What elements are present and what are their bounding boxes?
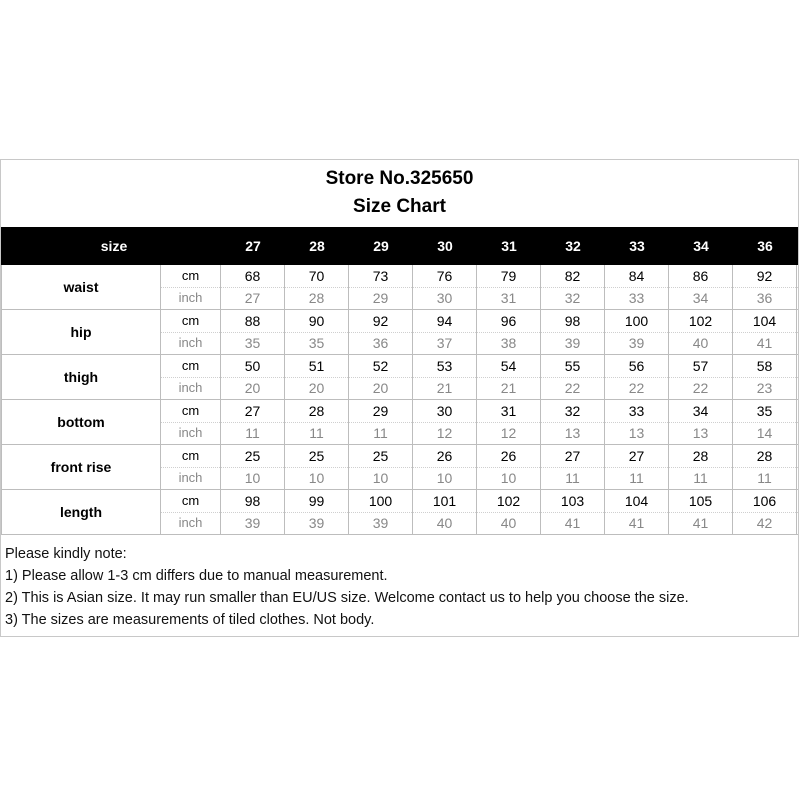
table-cell: 101 [413,490,477,512]
header-size-1: 28 [309,238,325,254]
table-cell: 84 [605,265,669,287]
table-cell: 70 [285,265,349,287]
table-cell: 79 [477,265,541,287]
table-cell: 41 [541,512,605,534]
table-cell: 29 [349,287,413,309]
table-cell: 33 [605,400,669,422]
table-cell: 103 [541,490,605,512]
measure-row-cm [161,445,798,468]
measure-name: front rise [1,445,161,489]
unit-label: cm [161,355,221,377]
measure-name: hip [1,310,161,354]
table-cell: 10 [413,467,477,489]
unit-label: cm [161,265,221,287]
unit-label: cm [161,445,221,467]
table-cell: 39 [349,512,413,534]
table-cell: 31 [477,400,541,422]
table-cell: 27 [541,445,605,467]
table-cell: 27 [221,287,285,309]
table-cell: 39 [285,512,349,534]
table-cell: 104 [605,490,669,512]
table-cell: 50 [221,355,285,377]
table-header [1,227,798,265]
table-cell: 90 [285,310,349,332]
table-cell: 38 [477,332,541,354]
table-cell: 28 [285,287,349,309]
unit-label: inch [161,377,221,399]
note-item: 3) The sizes are measurements of tiled clothes. Not body. [5,612,375,628]
header-size-7: 34 [693,238,709,254]
table-cell: 100 [349,490,413,512]
table-cell: 20 [221,377,285,399]
table-cell: 41 [605,512,669,534]
measure-name: bottom [1,400,161,444]
measure-row-cm [161,355,798,378]
header-size-6: 33 [629,238,645,254]
table-cell: 58 [733,355,797,377]
table-cell: 94 [413,310,477,332]
measure-group [1,445,798,490]
table-cell: 28 [733,445,797,467]
table-cell: 20 [285,377,349,399]
table-cell: 27 [605,445,669,467]
unit-label: inch [161,332,221,354]
table-cell: 26 [477,445,541,467]
table-cell: 34 [669,287,733,309]
table-cell: 23 [733,377,797,399]
table-cell: 57 [669,355,733,377]
table-cell: 11 [285,422,349,444]
notes [5,543,795,631]
table-cell: 39 [221,512,285,534]
table-cell: 30 [413,287,477,309]
table-cell: 92 [733,265,797,287]
table-cell: 12 [477,422,541,444]
table-cell: 30 [413,400,477,422]
table-cell: 10 [285,467,349,489]
measure-row-cm [161,310,798,333]
table-cell: 13 [541,422,605,444]
measure-name: thigh [1,355,161,399]
table-cell: 10 [477,467,541,489]
table-cell: 98 [541,310,605,332]
table-cell: 22 [605,377,669,399]
table-cell: 36 [349,332,413,354]
table-cell: 40 [413,512,477,534]
table-cell: 28 [285,400,349,422]
header-size-label: size [100,238,128,254]
table-cell: 96 [477,310,541,332]
table-cell: 35 [285,332,349,354]
header-size-4: 31 [501,238,517,254]
header-size-3: 30 [437,238,453,254]
table-cell: 99 [285,490,349,512]
header-size-0: 27 [245,238,261,254]
table-cell: 27 [221,400,285,422]
table-cell: 11 [605,467,669,489]
table-cell: 34 [669,400,733,422]
chart-title: Size Chart [353,196,446,217]
table-cell: 105 [669,490,733,512]
table-cell: 56 [605,355,669,377]
measure-row-inch [161,287,798,309]
table-cell: 13 [669,422,733,444]
table-cell: 11 [221,422,285,444]
table-cell: 41 [733,332,797,354]
table-cell: 32 [541,400,605,422]
table-cell: 35 [221,332,285,354]
table-cell: 10 [349,467,413,489]
table-cell: 52 [349,355,413,377]
measure-group [1,310,798,355]
table-cell: 22 [669,377,733,399]
unit-label: cm [161,400,221,422]
measure-row-cm [161,265,798,288]
table-cell: 40 [477,512,541,534]
measure-row-cm [161,490,798,513]
table-cell: 22 [541,377,605,399]
table-cell: 104 [733,310,797,332]
table-cell: 20 [349,377,413,399]
table-cell: 106 [733,490,797,512]
table-cell: 86 [669,265,733,287]
table-cell: 11 [349,422,413,444]
measure-row-inch [161,467,798,489]
table-cell: 55 [541,355,605,377]
table-cell: 51 [285,355,349,377]
measure-group [1,400,798,445]
measure-row-inch [161,377,798,399]
table-cell: 21 [413,377,477,399]
unit-label: cm [161,310,221,332]
table-cell: 39 [541,332,605,354]
unit-label: inch [161,512,221,534]
note-item: 1) Please allow 1-3 cm differs due to manual measurement. [5,568,388,584]
table-cell: 10 [221,467,285,489]
table-cell: 39 [605,332,669,354]
unit-label: inch [161,467,221,489]
table-cell: 28 [669,445,733,467]
unit-label: inch [161,422,221,444]
table-cell: 11 [541,467,605,489]
table-cell: 36 [733,287,797,309]
table-cell: 25 [221,445,285,467]
table-cell: 35 [733,400,797,422]
table-cell: 40 [669,332,733,354]
table-cell: 102 [669,310,733,332]
unit-label: inch [161,287,221,309]
measure-row-inch [161,422,798,444]
header-size-5: 32 [565,238,581,254]
table-cell: 13 [605,422,669,444]
table-cell: 41 [669,512,733,534]
table-cell: 42 [733,512,797,534]
table-cell: 53 [413,355,477,377]
table-cell: 29 [349,400,413,422]
table-cell: 54 [477,355,541,377]
table-cell: 11 [733,467,797,489]
notes-heading: Please kindly note: [5,546,127,562]
measure-group [1,355,798,400]
table-cell: 82 [541,265,605,287]
header-size-2: 29 [373,238,389,254]
note-item: 2) This is Asian size. It may run smaller than EU/US size. Welcome contact us to help you choose the size. [5,590,689,606]
table-cell: 100 [605,310,669,332]
table-cell: 25 [285,445,349,467]
unit-label: cm [161,490,221,512]
size-chart-card [0,159,799,637]
table-cell: 32 [541,287,605,309]
table-cell: 11 [669,467,733,489]
table-cell: 92 [349,310,413,332]
table-cell: 73 [349,265,413,287]
table-cell: 25 [349,445,413,467]
store-title: Store No.325650 [325,168,474,189]
measure-row-cm [161,400,798,423]
table-cell: 37 [413,332,477,354]
table-cell: 26 [413,445,477,467]
table-cell: 76 [413,265,477,287]
table-cell: 68 [221,265,285,287]
table-cell: 12 [413,422,477,444]
measure-group [1,265,798,310]
table-cell: 88 [221,310,285,332]
table-cell: 31 [477,287,541,309]
measure-name: length [1,490,161,534]
measure-row-inch [161,332,798,354]
measure-group [1,490,798,535]
table-cell: 21 [477,377,541,399]
measure-row-inch [161,512,798,534]
table-cell: 98 [221,490,285,512]
measure-name: waist [1,265,161,309]
table-cell: 33 [605,287,669,309]
table-cell: 14 [733,422,797,444]
header-size-8: 36 [757,238,773,254]
table-cell: 102 [477,490,541,512]
